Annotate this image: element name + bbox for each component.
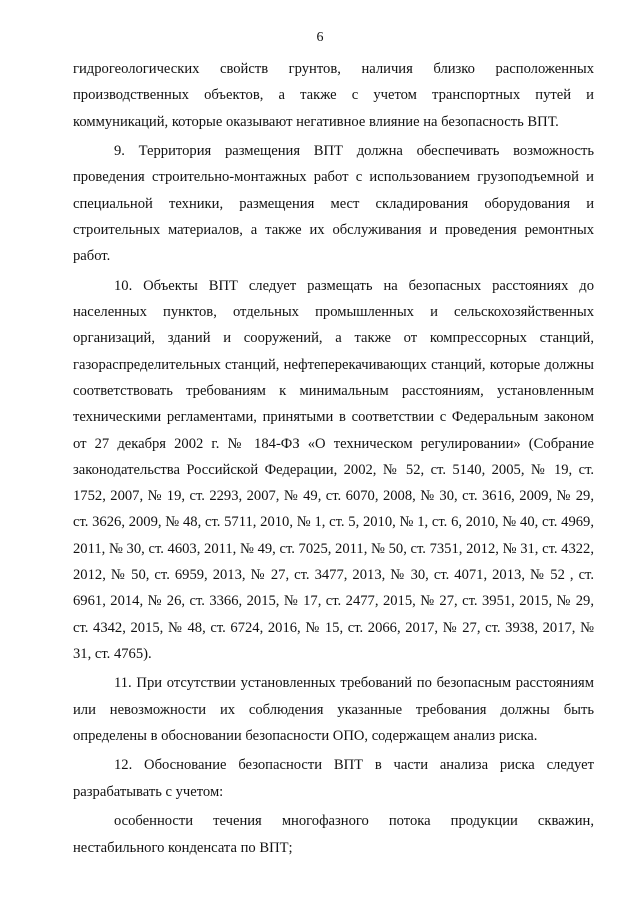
paragraph-9: 9. Территория размещения ВПТ должна обеспечивать возможность проведения строительно-монтажных работ с использованием грузоподъемной и специальной техники, размещения мест складирования оборудования и строительных материалов, а также их обслуживания и проведения ремонтных работ. [73,143,594,265]
page-number: 6 [316,30,324,45]
paragraph-12: 12. Обоснование безопасности ВПТ в части анализа риска следует разрабатывать с учетом: [73,757,594,800]
document-body [73,56,594,861]
paragraph-10: 10. Объекты ВПТ следует размещать на безопасных расстояниях до населенных пунктов, отдельных промышленных и сельскохозяйственных организаций, зданий и сооружений, а также от компрессорных станций, газораспределительных станций, нефтеперекачивающих станций, которые должны соответствовать требованиям к минимальным расстояниям, установленным техническими регламентами, принятыми в соответствии с Федеральным законом от 27 декабря 2002 г. № 184-ФЗ «О техническом регулировании» (Собрание законодательства Российской Федерации, 2002, № 52, ст. 5140, 2005, № 19, ст. 1752, 2007, № 19, ст. 2293, 2007, № 49, ст. 6070, 2008, № 30, ст. 3616, 2009, № 29, ст. 3626, 2009, № 48, ст. 5711, 2010, № 1, ст. 5, 2010, № 1, ст. 6, 2010, № 40, ст. 4969, 2011, № 30, ст. 4603, 2011, № 49, ст. 7025, 2011, № 50, ст. 7351, 2012, № 31, ст. 4322, 2012, № 50, ст. 6959, 2013, № 27, ст. 3477, 2013, № 30, ст. 4071, 2013, № 52 , ст. 6961, 2014, № 26, ст. 3366, 2015, № 17, ст. 2477, 2015, № 27, ст. 3951, 2015, № 29, ст. 4342, 2015, № 48, ст. 6724, 2016, № 15, ст. 2066, 2017, № 27, ст. 3938, 2017, № 31, ст. 4765). [73,277,594,662]
paragraph-11: 11. При отсутствии установленных требований по безопасным расстояниям или невозможности их соблюдения указанные требования должны быть определены в обосновании безопасности ОПО, содержащем анализ риска. [73,675,594,744]
paragraph-continuation: гидрогеологических свойств грунтов, наличия близко расположенных производственных объектов, а также с учетом транспортных путей и коммуникаций, которые оказывают негативное влияние на безопасность ВПТ. [73,61,594,130]
list-item-multiphase-flow: особенности течения многофазного потока продукции скважин, нестабильного конденсата по ВПТ; [73,813,594,856]
